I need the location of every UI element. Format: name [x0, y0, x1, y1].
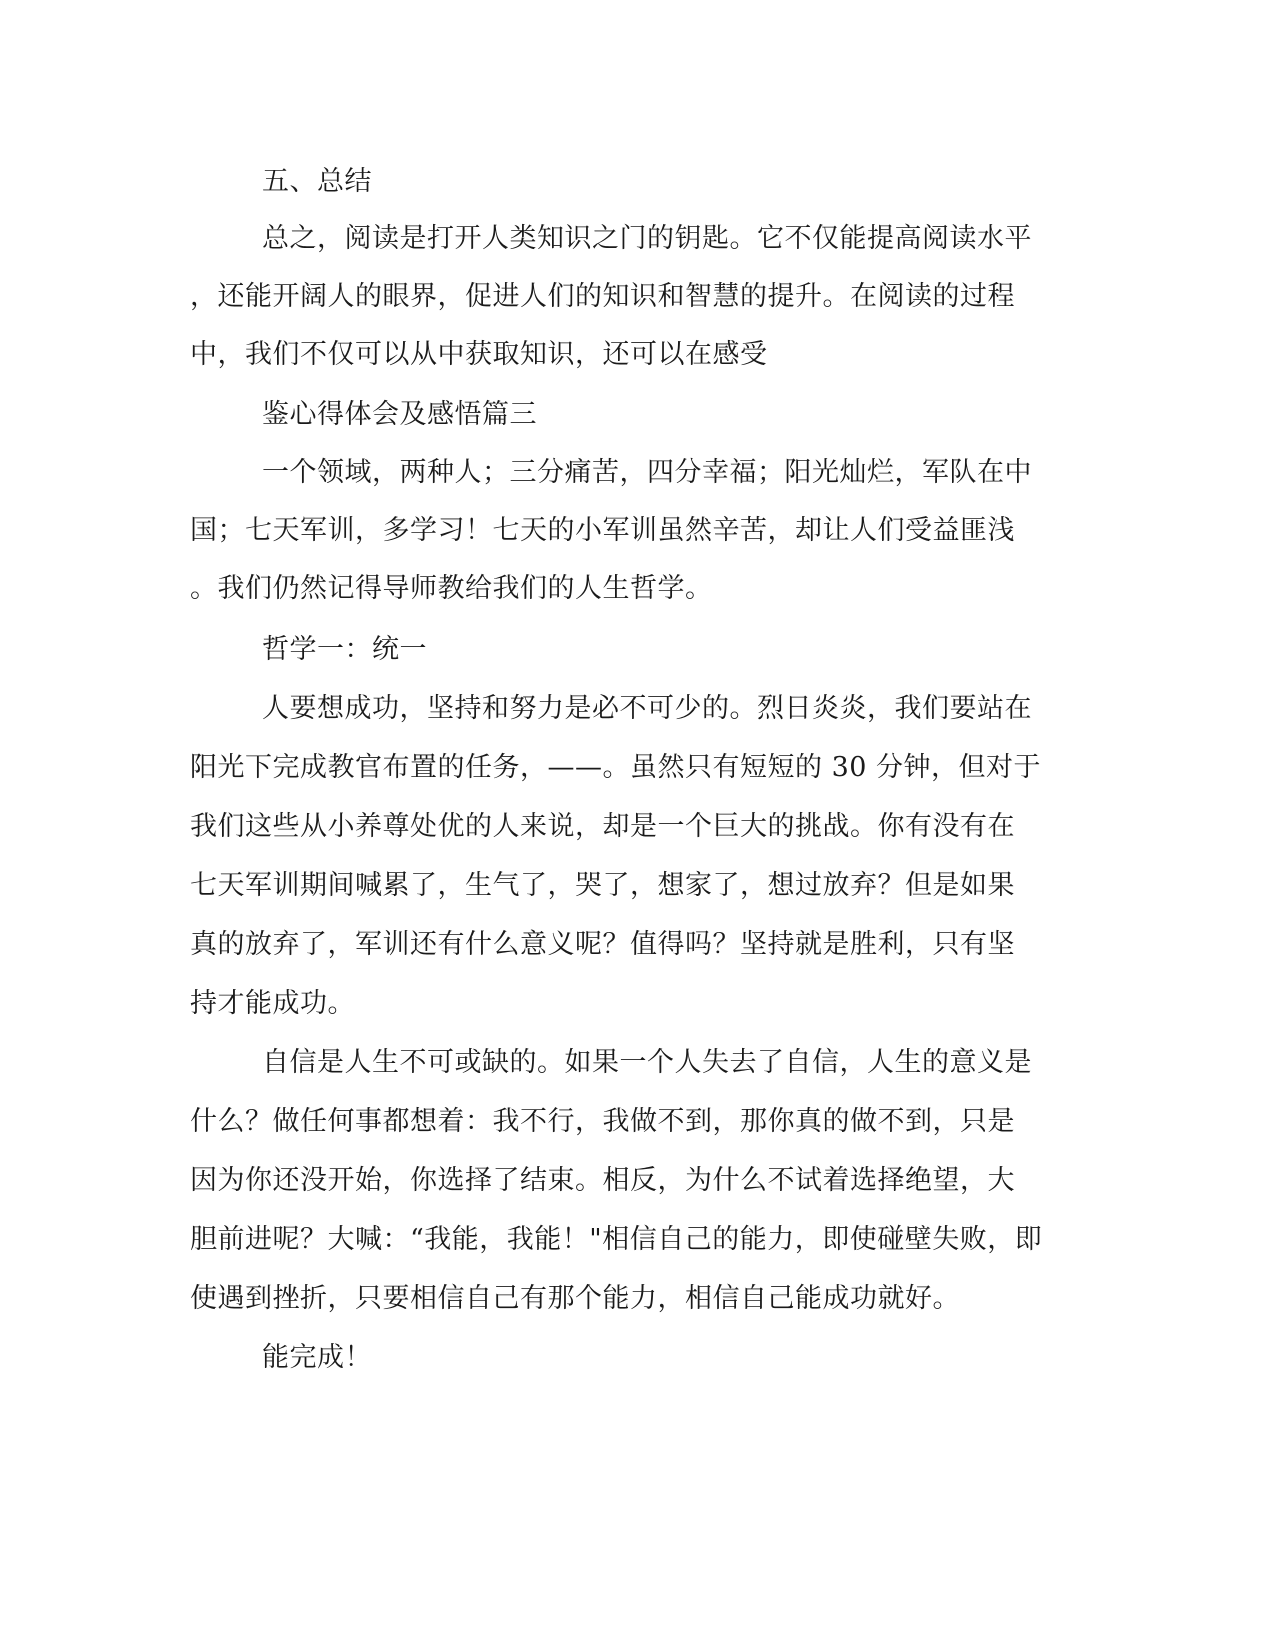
paragraph-line: 因为你还没开始，你选择了结束。相反，为什么不试着选择绝望，大	[190, 1165, 1015, 1196]
section-heading-part-three: 鉴心得体会及感悟篇三	[262, 399, 537, 430]
paragraph-line: 阳光下完成教官布置的任务，——。虽然只有短短的 30 分钟，但对于	[190, 752, 1042, 783]
paragraph-line: 自信是人生不可或缺的。如果一个人失去了自信，人生的意义是	[262, 1047, 1032, 1078]
paragraph-line: 人要想成功，坚持和努力是必不可少的。烈日炎炎，我们要站在	[262, 693, 1032, 724]
paragraph-line: 真的放弃了，军训还有什么意义呢？值得吗？坚持就是胜利，只有坚	[190, 929, 1015, 960]
section-heading-summary: 五、总结	[262, 166, 372, 197]
paragraph-line: 国；七天军训，多学习！七天的小军训虽然辛苦，却让人们受益匪浅	[190, 515, 1015, 546]
paragraph-line: 中，我们不仅可以从中获取知识，还可以在感受	[190, 339, 768, 370]
paragraph-line: 胆前进呢？大喊：“我能，我能！"相信自己的能力，即使碰壁失败，即	[190, 1224, 1043, 1255]
paragraph-line: 什么？做任何事都想着：我不行，我做不到，那你真的做不到，只是	[190, 1106, 1015, 1137]
paragraph-line: 总之，阅读是打开人类知识之门的钥匙。它不仅能提高阅读水平	[262, 223, 1032, 254]
paragraph-line: 我们这些从小养尊处优的人来说，却是一个巨大的挑战。你有没有在	[190, 811, 1015, 842]
paragraph-line: 七天军训期间喊累了，生气了，哭了，想家了，想过放弃？但是如果	[190, 870, 1015, 901]
paragraph-line: ，还能开阔人的眼界，促进人们的知识和智慧的提升。在阅读的过程	[190, 281, 1015, 312]
paragraph-line: 持才能成功。	[190, 988, 355, 1019]
paragraph-line: 能完成！	[262, 1342, 372, 1373]
paragraph-line: 一个领域，两种人；三分痛苦，四分幸福；阳光灿烂，军队在中	[262, 457, 1032, 488]
section-heading-philosophy-one: 哲学一：统一	[262, 634, 427, 665]
paragraph-line: 使遇到挫折，只要相信自己有那个能力，相信自己能成功就好。	[190, 1283, 960, 1314]
paragraph-line: 。我们仍然记得导师教给我们的人生哲学。	[190, 573, 713, 604]
